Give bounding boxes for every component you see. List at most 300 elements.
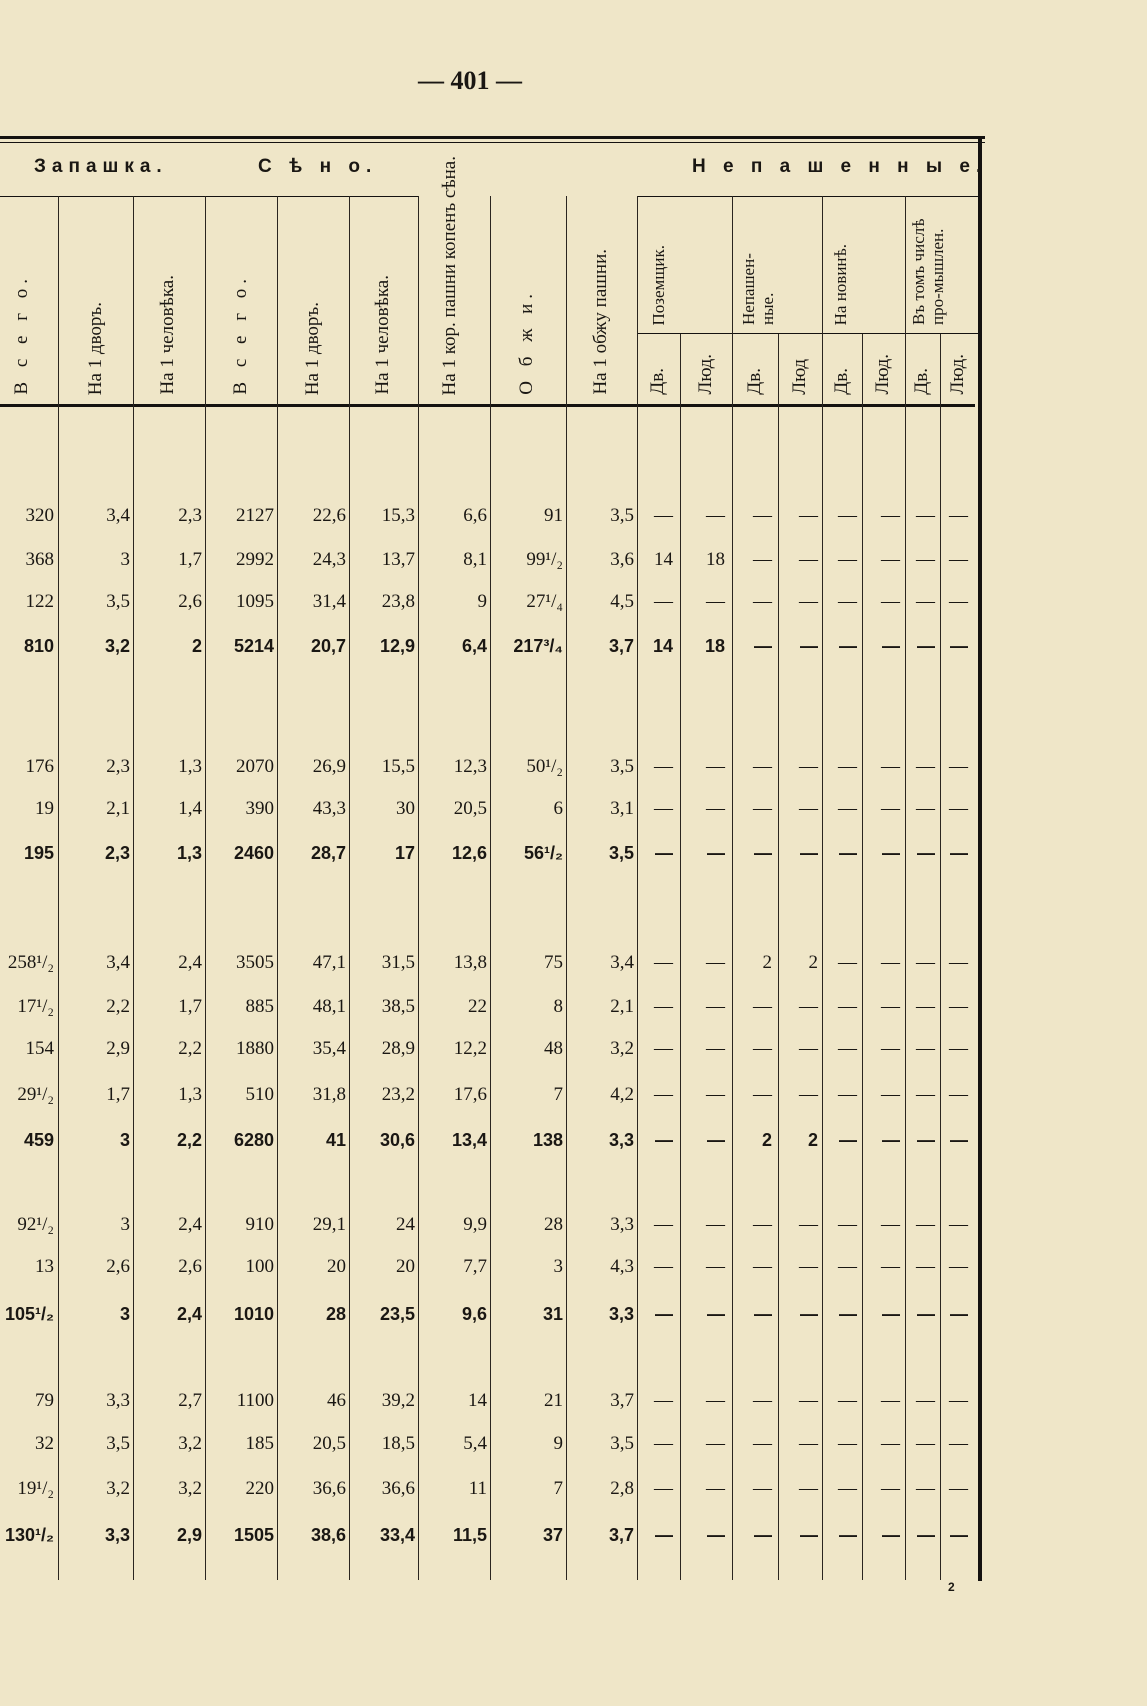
table-cell: — (754, 636, 772, 656)
column-divider (940, 334, 941, 1580)
table-cell: 8 (553, 996, 563, 1017)
table-cell: — (753, 1038, 772, 1059)
table-cell: 3,7 (610, 1390, 634, 1411)
table-cell: 3,3 (608, 1130, 634, 1150)
column-divider (133, 196, 134, 1580)
table-cell: 13,7 (381, 549, 415, 570)
table-cell: 885 (245, 996, 274, 1017)
table-cell: 6280 (233, 1130, 274, 1150)
table-cell: 1,3 (176, 843, 202, 863)
table-cell: — (916, 1478, 935, 1499)
table-cell: 35,4 (312, 1038, 346, 1059)
table-cell: 92¹/₂ (17, 1214, 54, 1235)
group-underline-nepashennye (637, 196, 978, 197)
top-rule-thin (0, 142, 985, 143)
table-cell: — (916, 1214, 935, 1235)
table-cell: 3,4 (610, 952, 634, 973)
table-cell: — (950, 1525, 968, 1545)
table-cell: — (917, 636, 935, 656)
table-cell: — (881, 1478, 900, 1499)
group-underline-seno (205, 196, 418, 197)
table-cell: 23,5 (379, 1304, 415, 1324)
table-cell: 17¹/₂ (17, 996, 54, 1017)
table-cell: 2 (808, 952, 818, 973)
table-cell: — (654, 756, 673, 777)
table-cell: — (949, 591, 968, 612)
table-cell: — (706, 1084, 725, 1105)
table-cell: 11,5 (452, 1525, 487, 1545)
table-cell: 28,7 (310, 843, 346, 863)
table-cell: — (838, 1256, 857, 1277)
subgroup-underline (637, 333, 978, 334)
table-cell: — (654, 1084, 673, 1105)
column-header: На 1 обжу пашни. (590, 249, 611, 395)
table-cell: 3,1 (610, 798, 634, 819)
table-cell: — (707, 843, 725, 863)
table-cell: 33,4 (379, 1525, 415, 1545)
table-cell: 3,5 (610, 756, 634, 777)
table-cell: 2,2 (176, 1130, 202, 1150)
table-cell: 2,4 (176, 1304, 202, 1324)
table-cell: 1880 (236, 1038, 274, 1059)
column-header: В с е г о. (11, 274, 32, 395)
table-cell: 75 (544, 952, 563, 973)
table-cell: 13 (35, 1256, 54, 1277)
table-cell: — (917, 1525, 935, 1545)
table-cell: — (916, 1256, 935, 1277)
table-cell: 28 (544, 1214, 563, 1235)
table-cell: 29¹/₂ (17, 1084, 54, 1105)
table-cell: — (949, 549, 968, 570)
table-cell: 29,1 (312, 1214, 346, 1235)
table-cell: — (916, 798, 935, 819)
table-cell: 3,3 (106, 1390, 130, 1411)
table-cell: — (949, 1390, 968, 1411)
table-cell: 2,1 (610, 996, 634, 1017)
table-cell: 3 (119, 1304, 130, 1324)
table-cell: 48,1 (312, 996, 346, 1017)
table-cell: 2,3 (104, 843, 130, 863)
table-cell: 15,5 (381, 756, 415, 777)
table-cell: 2,1 (106, 798, 130, 819)
table-cell: 14 (654, 549, 673, 570)
column-divider (205, 196, 206, 1580)
table-cell: 7 (553, 1084, 563, 1105)
table-cell: — (838, 1478, 857, 1499)
table-cell: — (799, 798, 818, 819)
table-cell: 20,5 (312, 1433, 346, 1454)
table-cell: — (706, 756, 725, 777)
table-cell: — (800, 636, 818, 656)
table-cell: 2460 (233, 843, 274, 863)
table-cell: — (916, 591, 935, 612)
table-cell: 31,8 (312, 1084, 346, 1105)
table-cell: — (881, 1214, 900, 1235)
table-cell: 320 (25, 505, 54, 526)
table-cell: 47,1 (312, 952, 346, 973)
column-divider (277, 196, 278, 1580)
table-cell: — (882, 1304, 900, 1324)
table-cell: 100 (245, 1256, 274, 1277)
table-cell: — (753, 1256, 772, 1277)
column-divider (418, 196, 419, 1580)
table-cell: — (916, 1390, 935, 1411)
column-divider (778, 334, 779, 1580)
table-cell: 2,9 (176, 1525, 202, 1545)
table-cell: — (706, 1390, 725, 1411)
table-cell: 3 (119, 1130, 130, 1150)
table-cell: — (839, 843, 857, 863)
table-cell: — (916, 756, 935, 777)
table-cell: — (753, 1084, 772, 1105)
table-cell: — (838, 952, 857, 973)
table-cell: 9,6 (461, 1304, 487, 1324)
table-cell: 19¹/₂ (17, 1478, 54, 1499)
table-cell: 12,9 (379, 636, 415, 656)
header-nepashennye: Н е п а ш е н н ы е. (692, 156, 988, 177)
top-rule (0, 136, 985, 139)
table-cell: — (949, 1084, 968, 1105)
table-cell: 910 (245, 1214, 274, 1235)
table-cell: — (799, 1214, 818, 1235)
table-cell: — (950, 1304, 968, 1324)
table-cell: — (706, 798, 725, 819)
table-cell: — (838, 1038, 857, 1059)
table-cell: 56¹/₂ (523, 843, 563, 863)
table-cell: — (838, 591, 857, 612)
table-cell: — (838, 1214, 857, 1235)
table-cell: — (707, 1525, 725, 1545)
table-cell: — (799, 591, 818, 612)
table-cell: 31,5 (381, 952, 415, 973)
table-cell: — (706, 591, 725, 612)
column-divider (637, 196, 638, 1580)
table-cell: — (882, 1525, 900, 1545)
table-cell: 6 (553, 798, 563, 819)
table-cell: — (949, 1478, 968, 1499)
table-cell: 2,7 (178, 1390, 202, 1411)
table-cell: 1,3 (178, 756, 202, 777)
column-divider (862, 334, 863, 1580)
header-bottom-rule (0, 404, 975, 407)
table-cell: 3,6 (610, 549, 634, 570)
table-cell: 38,6 (310, 1525, 346, 1545)
table-cell: — (753, 798, 772, 819)
table-cell: 2,4 (178, 1214, 202, 1235)
table-cell: — (839, 1304, 857, 1324)
table-cell: — (707, 1130, 725, 1150)
table-cell: — (881, 1256, 900, 1277)
column-header: Дв. (831, 368, 852, 395)
column-header: Люд. (872, 354, 893, 395)
table-cell: 3,3 (608, 1304, 634, 1324)
table-cell: 2 (807, 1130, 818, 1150)
table-cell: — (881, 798, 900, 819)
table-cell: 2,4 (178, 952, 202, 973)
table-cell: 30,6 (379, 1130, 415, 1150)
column-divider (822, 196, 823, 1580)
table-cell: — (838, 505, 857, 526)
table-cell: 510 (245, 1084, 274, 1105)
table-cell: 105¹/₂ (4, 1304, 54, 1324)
table-cell: 3 (120, 549, 130, 570)
table-cell: 31,4 (312, 591, 346, 612)
table-cell: — (917, 1130, 935, 1150)
table-cell: — (654, 1214, 673, 1235)
table-cell: 3,2 (178, 1478, 202, 1499)
table-cell: 79 (35, 1390, 54, 1411)
table-cell: — (654, 1433, 673, 1454)
subgroup-header: На новинѣ. (831, 243, 850, 325)
column-header: Дв. (911, 368, 932, 395)
column-header: Люд. (947, 354, 968, 395)
table-cell: — (753, 1390, 772, 1411)
table-cell: 3,2 (104, 636, 130, 656)
table-cell: — (838, 996, 857, 1017)
table-cell: — (949, 996, 968, 1017)
column-header: Люд (789, 359, 810, 395)
table-cell: — (754, 843, 772, 863)
table-cell: — (881, 1084, 900, 1105)
table-cell: — (753, 1433, 772, 1454)
table-cell: 9 (477, 591, 487, 612)
table-cell: 2,2 (106, 996, 130, 1017)
table-cell: — (949, 798, 968, 819)
table-cell: 17 (394, 843, 415, 863)
table-cell: — (949, 1038, 968, 1059)
table-cell: — (753, 996, 772, 1017)
column-header: На 1 человѣка. (157, 275, 178, 395)
table-cell: 2 (761, 1130, 772, 1150)
column-header: Люд. (695, 354, 716, 395)
table-cell: 220 (245, 1478, 274, 1499)
table-cell: 20,7 (310, 636, 346, 656)
table-cell: — (754, 1525, 772, 1545)
table-cell: — (838, 798, 857, 819)
column-divider (732, 196, 733, 1580)
table-cell: — (799, 1433, 818, 1454)
table-cell: — (950, 843, 968, 863)
table-cell: 3,3 (104, 1525, 130, 1545)
table-cell: — (949, 756, 968, 777)
table-cell: 24,3 (312, 549, 346, 570)
column-divider (349, 196, 350, 1580)
table-cell: 3,7 (608, 1525, 634, 1545)
subgroup-header: Поземщик. (649, 244, 668, 325)
table-cell: 1095 (236, 591, 274, 612)
table-cell: 6,4 (461, 636, 487, 656)
table-cell: 1505 (233, 1525, 274, 1545)
table-cell: — (949, 1256, 968, 1277)
table-cell: — (881, 591, 900, 612)
table-cell: — (706, 1433, 725, 1454)
table-cell: 19 (35, 798, 54, 819)
table-cell: 3,5 (608, 843, 634, 863)
table-cell: — (799, 1256, 818, 1277)
header-zapashka: Запашка. (34, 156, 168, 177)
table-cell: — (753, 549, 772, 570)
subgroup-header: Въ томъ числѣ про-мышлен. (909, 218, 947, 325)
table-cell: 9 (553, 1433, 563, 1454)
column-header: Дв. (647, 368, 668, 395)
table-cell: 99¹/₂ (526, 549, 563, 570)
table-cell: — (799, 1478, 818, 1499)
table-cell: 12,6 (451, 843, 487, 863)
table-cell: 390 (245, 798, 274, 819)
table-cell: — (654, 1038, 673, 1059)
table-cell: — (949, 1214, 968, 1235)
table-cell: 11 (468, 1478, 487, 1499)
table-cell: 18 (704, 636, 725, 656)
table-cell: 3,5 (610, 1433, 634, 1454)
table-cell: — (839, 636, 857, 656)
table-cell: — (706, 952, 725, 973)
table-cell: — (950, 636, 968, 656)
table-cell: 459 (23, 1130, 54, 1150)
table-cell: — (654, 505, 673, 526)
table-cell: 31 (542, 1304, 563, 1324)
table-cell: — (949, 952, 968, 973)
table-cell: — (839, 1130, 857, 1150)
table-cell: 12,3 (453, 756, 487, 777)
table-cell: — (706, 1214, 725, 1235)
table-cell: — (654, 952, 673, 973)
table-cell: 1100 (236, 1390, 274, 1411)
table-cell: — (799, 996, 818, 1017)
table-cell: — (881, 756, 900, 777)
table-cell: — (654, 1478, 673, 1499)
table-cell: 37 (542, 1525, 563, 1545)
table-cell: — (799, 1390, 818, 1411)
table-cell: 2,6 (106, 1256, 130, 1277)
table-cell: — (753, 591, 772, 612)
table-cell: — (655, 1130, 673, 1150)
table-cell: 8,1 (463, 549, 487, 570)
table-cell: 1,7 (106, 1084, 130, 1105)
table-cell: 122 (25, 591, 54, 612)
table-cell: 12,2 (453, 1038, 487, 1059)
table-cell: 176 (25, 756, 54, 777)
table-cell: 5214 (233, 636, 274, 656)
table-cell: 2,9 (106, 1038, 130, 1059)
table-cell: — (707, 1304, 725, 1324)
table-cell: 38,5 (381, 996, 415, 1017)
table-cell: — (839, 1525, 857, 1545)
table-cell: 26,9 (312, 756, 346, 777)
table-cell: — (916, 549, 935, 570)
table-cell: 1,3 (178, 1084, 202, 1105)
column-divider (680, 334, 681, 1580)
table-cell: — (706, 1038, 725, 1059)
table-cell: 1,4 (178, 798, 202, 819)
table-cell: — (753, 756, 772, 777)
column-divider (905, 196, 906, 1580)
table-cell: 2,6 (178, 1256, 202, 1277)
table-cell: 4,5 (610, 591, 634, 612)
column-header: На 1 человѣка. (372, 275, 393, 395)
table-cell: 7,7 (463, 1256, 487, 1277)
table-cell: 2992 (236, 549, 274, 570)
table-cell: 3,3 (610, 1214, 634, 1235)
table-cell: 6,6 (463, 505, 487, 526)
table-cell: 1010 (233, 1304, 274, 1324)
table-cell: — (949, 505, 968, 526)
table-cell: 2,2 (178, 1038, 202, 1059)
table-cell: 20,5 (453, 798, 487, 819)
table-cell: 23,8 (381, 591, 415, 612)
table-cell: — (754, 1304, 772, 1324)
table-cell: — (655, 1525, 673, 1545)
table-cell: 3,5 (106, 1433, 130, 1454)
table-cell: 3 (553, 1256, 563, 1277)
table-cell: 258¹/₂ (7, 952, 54, 973)
table-cell: 30 (396, 798, 415, 819)
table-cell: 28,9 (381, 1038, 415, 1059)
table-cell: 50¹/₂ (526, 756, 563, 777)
table-cell: 2 (762, 952, 772, 973)
table-cell: — (916, 952, 935, 973)
table-cell: 185 (245, 1433, 274, 1454)
table-cell: 2,3 (178, 505, 202, 526)
table-cell: — (654, 798, 673, 819)
table-cell: 217³/₄ (513, 636, 563, 656)
column-header: В с е г о. (230, 274, 251, 395)
table-cell: — (753, 1478, 772, 1499)
table-cell: — (881, 1433, 900, 1454)
table-cell: 13,4 (451, 1130, 487, 1150)
table-cell: 43,3 (312, 798, 346, 819)
table-cell: — (706, 505, 725, 526)
table-cell: — (838, 1433, 857, 1454)
group-underline-zapashka (0, 196, 205, 197)
table-cell: — (838, 1390, 857, 1411)
table-cell: — (753, 505, 772, 526)
table-cell: 2070 (236, 756, 274, 777)
table-cell: 1,7 (178, 996, 202, 1017)
table-cell: 22,6 (312, 505, 346, 526)
table-cell: — (881, 996, 900, 1017)
table-cell: 20 (396, 1256, 415, 1277)
table-cell: — (881, 952, 900, 973)
table-cell: 9,9 (463, 1214, 487, 1235)
column-divider (566, 196, 567, 1580)
table-cell: 3,2 (610, 1038, 634, 1059)
table-cell: 32 (35, 1433, 54, 1454)
subgroup-header: Непашен-ные. (739, 253, 777, 325)
table-cell: — (654, 1256, 673, 1277)
table-cell: — (800, 1304, 818, 1324)
table-cell: 14 (652, 636, 673, 656)
table-cell: — (916, 1084, 935, 1105)
table-cell: 39,2 (381, 1390, 415, 1411)
table-cell: 18,5 (381, 1433, 415, 1454)
table-cell: 138 (532, 1130, 563, 1150)
table-cell: 48 (544, 1038, 563, 1059)
table-cell: 3,7 (608, 636, 634, 656)
table-cell: 810 (23, 636, 54, 656)
table-cell: — (917, 1304, 935, 1324)
table-cell: 24 (396, 1214, 415, 1235)
table-cell: — (706, 996, 725, 1017)
table-cell: — (916, 505, 935, 526)
table-cell: 91 (544, 505, 563, 526)
column-header: На 1 кор. пашни копенъ сѣна. (439, 155, 460, 395)
table-cell: — (882, 636, 900, 656)
column-header: На 1 дворъ. (302, 301, 323, 395)
table-cell: — (706, 1478, 725, 1499)
table-cell: 3,2 (106, 1478, 130, 1499)
table-cell: — (917, 843, 935, 863)
